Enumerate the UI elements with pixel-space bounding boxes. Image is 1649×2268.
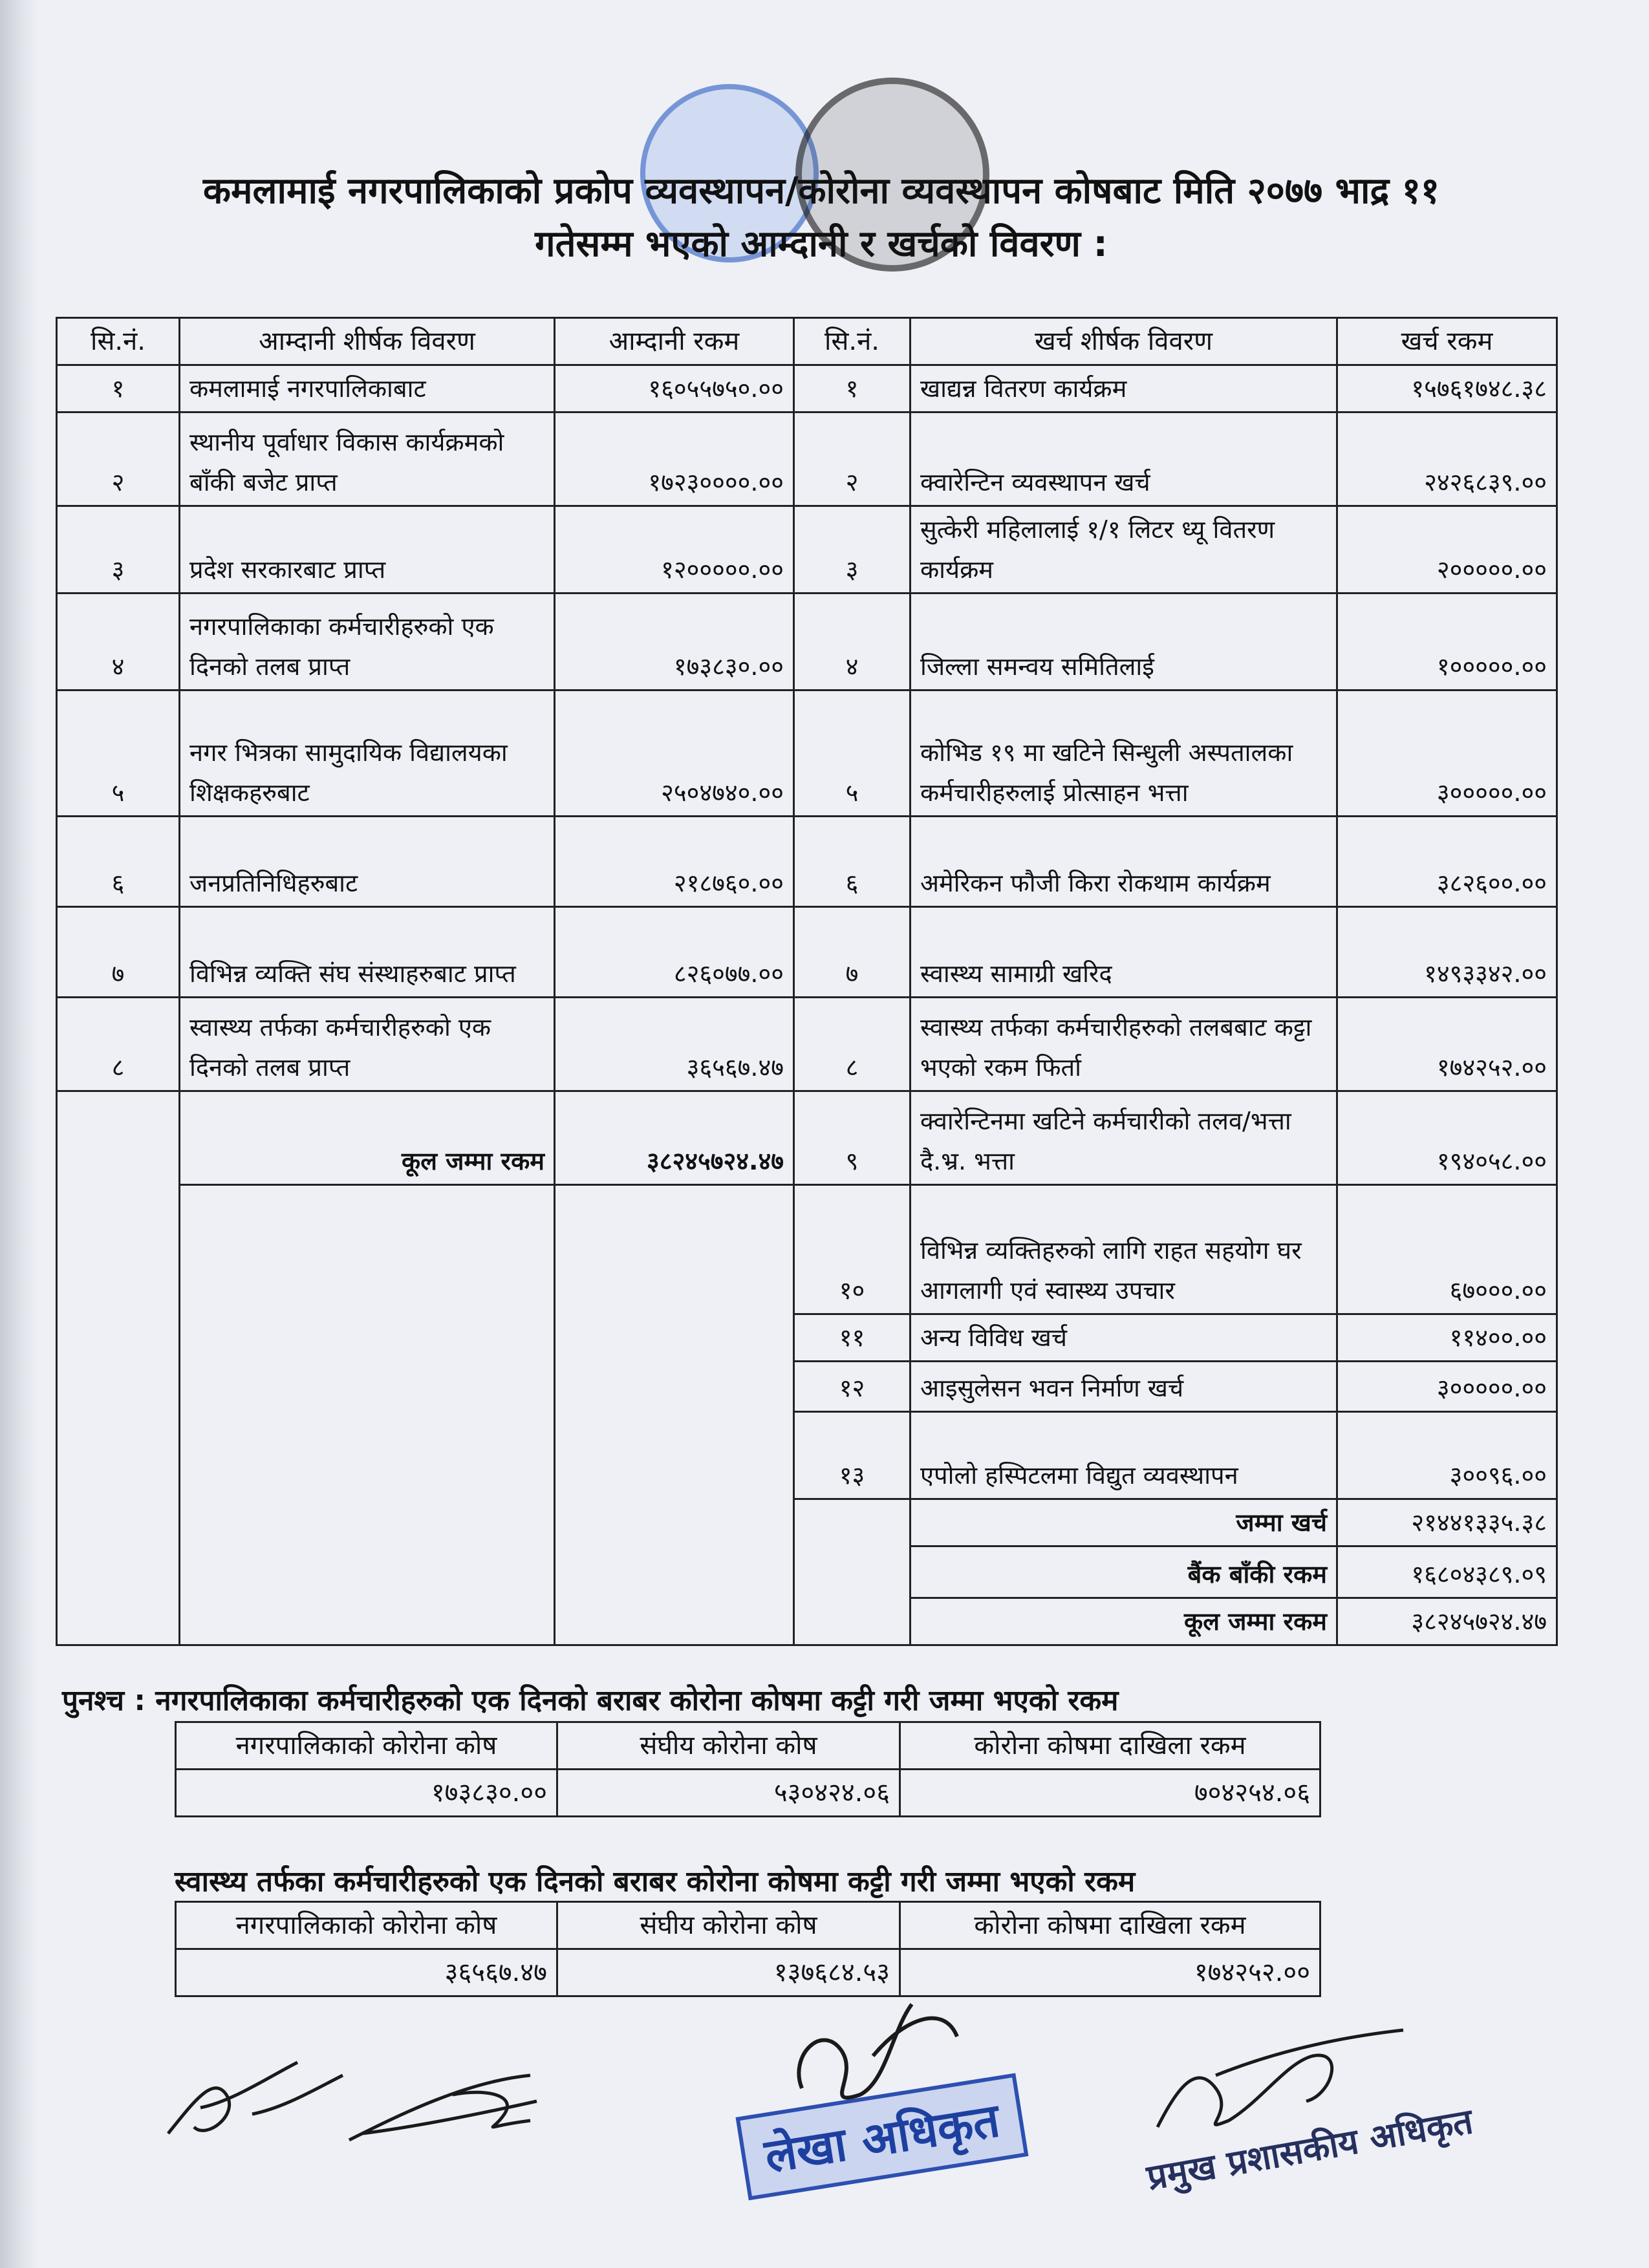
header-sn-expense: सि.नं. [794, 318, 911, 365]
expense-sn: ८ [794, 998, 911, 1091]
expense-desc: क्वारेन्टिनमा खटिने कर्मचारीको तलव/भत्ता दै.भ्र. भत्ता [911, 1091, 1337, 1185]
expense-desc: क्वारेन्टिन व्यवस्थापन खर्च [911, 412, 1337, 506]
expense-amount: ३०००००.०० [1337, 690, 1557, 817]
income-total-label: कूल जम्मा रकम [180, 1091, 555, 1185]
document-title [110, 165, 1533, 271]
income-amount: १६०५५७५०.०० [555, 365, 794, 412]
empty-cell [794, 1598, 911, 1645]
summary-label: जम्मा खर्च [911, 1499, 1337, 1546]
signature-2 [336, 2056, 550, 2153]
expense-amount: १५७६१७४८.३८ [1337, 365, 1557, 412]
signature-1 [155, 2037, 349, 2153]
empty-cell [57, 1546, 180, 1598]
summary-amount: २१४४१३३५.३८ [1337, 1499, 1557, 1546]
income-desc: कमलामाई नगरपालिकाबाट [180, 365, 555, 412]
empty-cell [57, 1314, 180, 1362]
income-sn: ६ [57, 817, 180, 907]
empty-cell [180, 1412, 555, 1499]
header-sn-income: सि.नं. [57, 318, 180, 365]
expense-desc: अन्य विविध खर्च [911, 1314, 1337, 1362]
empty-cell [57, 1598, 180, 1645]
expense-desc: जिल्ला समन्वय समितिलाई [911, 594, 1337, 690]
header-deposit-amount: कोरोना कोषमा दाखिला रकम [900, 1902, 1320, 1949]
expense-sn: ११ [794, 1314, 911, 1362]
empty-cell [794, 1546, 911, 1598]
table-row [57, 412, 1557, 506]
expense-desc: अमेरिकन फौजी किरा रोकथाम कार्यक्रम [911, 817, 1337, 907]
table-row [57, 365, 1557, 412]
health-staff-fund-table [175, 1901, 1321, 1997]
expense-sn: १ [794, 365, 911, 412]
summary-row [57, 1546, 1557, 1598]
expense-sn: १० [794, 1185, 911, 1314]
expense-sn: ३ [794, 506, 911, 594]
empty-cell [180, 1598, 555, 1645]
title-line-2: गतेसम्म भएको आम्दानी र खर्चको विवरण : [535, 223, 1108, 265]
expense-amount: १७४२५२.०० [1337, 998, 1557, 1091]
income-desc: जनप्रतिनिधिहरुबाट [180, 817, 555, 907]
expense-sn: १२ [794, 1362, 911, 1412]
income-sn: ३ [57, 506, 180, 594]
income-sn: ८ [57, 998, 180, 1091]
income-desc: विभिन्न व्यक्ति संघ संस्थाहरुबाट प्राप्त [180, 907, 555, 998]
expense-sn: ७ [794, 907, 911, 998]
expense-desc: आइसुलेसन भवन निर्माण खर्च [911, 1362, 1337, 1412]
expense-amount: २४२६८३९.०० [1337, 412, 1557, 506]
staff-fund-table [175, 1721, 1321, 1817]
income-amount: २५०४७४०.०० [555, 690, 794, 817]
summary-amount: १६८०४३८९.०९ [1337, 1546, 1557, 1598]
income-amount: १७२३००००.०० [555, 412, 794, 506]
table-header-row [176, 1722, 1320, 1770]
income-desc: नगरपालिकाका कर्मचारीहरुको एक दिनको तलब प्राप्त [180, 594, 555, 690]
expense-sn: ६ [794, 817, 911, 907]
empty-cell [555, 1499, 794, 1546]
income-sn: १ [57, 365, 180, 412]
table-row [57, 1314, 1557, 1362]
income-sn: २ [57, 412, 180, 506]
title-line-1: कमलामाई नगरपालिकाको प्रकोप व्यवस्थापन/कोरोना व्यवस्थापन कोषबाट मिति २०७७ भाद्र ११ [203, 170, 1439, 212]
summary-row [57, 1598, 1557, 1645]
expense-desc: खाद्यन्न वितरण कार्यक्रम [911, 365, 1337, 412]
table-row [57, 594, 1557, 690]
header-income-desc: आम्दानी शीर्षक विवरण [180, 318, 555, 365]
municipal-fund-amount: ३६५६७.४७ [176, 1949, 557, 1996]
expense-sn: ५ [794, 690, 911, 817]
empty-cell [555, 1362, 794, 1412]
federal-fund-amount: ५३०४२४.०६ [557, 1770, 900, 1817]
summary-amount: ३८२४५७२४.४७ [1337, 1598, 1557, 1645]
expense-amount: १९४०५८.०० [1337, 1091, 1557, 1185]
empty-cell [555, 1314, 794, 1362]
postscript-note-1: पुनश्च : नगरपालिकाका कर्मचारीहरुको एक दिनको बराबर कोरोना कोषमा कट्टी गरी जम्मा भएको रकम [62, 1684, 1119, 1717]
empty-cell [57, 1362, 180, 1412]
header-expense-amount: खर्च रकम [1337, 318, 1557, 365]
table-row [176, 1770, 1320, 1817]
expense-amount: ३००९६.०० [1337, 1412, 1557, 1499]
empty-cell [57, 1185, 180, 1314]
expense-desc: स्वास्थ्य सामाग्री खरिद [911, 907, 1337, 998]
income-desc: नगर भित्रका सामुदायिक विद्यालयका शिक्षकहरुबाट [180, 690, 555, 817]
table-row [57, 907, 1557, 998]
expense-sn: ९ [794, 1091, 911, 1185]
table-row [57, 1362, 1557, 1412]
federal-fund-amount: १३७६८४.५३ [557, 1949, 900, 1996]
expense-amount: ६७०००.०० [1337, 1185, 1557, 1314]
summary-label: बैंक बाँकी रकम [911, 1546, 1337, 1598]
expense-amount: ३८२६००.०० [1337, 817, 1557, 907]
empty-cell [555, 1185, 794, 1314]
table-row [57, 1185, 1557, 1314]
income-amount: १२०००००.०० [555, 506, 794, 594]
income-desc: स्वास्थ्य तर्फका कर्मचारीहरुको एक दिनको तलब प्राप्त [180, 998, 555, 1091]
expense-amount: ३०००००.०० [1337, 1362, 1557, 1412]
empty-cell [555, 1412, 794, 1499]
income-sn: ४ [57, 594, 180, 690]
empty-cell [180, 1314, 555, 1362]
summary-row [57, 1499, 1557, 1546]
empty-cell [57, 1091, 180, 1185]
income-amount: ३६५६७.४७ [555, 998, 794, 1091]
table-row [57, 1412, 1557, 1499]
expense-sn: १३ [794, 1412, 911, 1499]
expense-desc: कोभिड १९ मा खटिने सिन्धुली अस्पतालका कर्मचारीहरुलाई प्रोत्साहन भत्ता [911, 690, 1337, 817]
table-row [57, 506, 1557, 594]
expense-desc: स्वास्थ्य तर्फका कर्मचारीहरुको तलबबाट कट्टा भएको रकम फिर्ता [911, 998, 1337, 1091]
table-row [57, 690, 1557, 817]
header-deposit-amount: कोरोना कोषमा दाखिला रकम [900, 1722, 1320, 1770]
expense-amount: १०००००.०० [1337, 594, 1557, 690]
header-federal-fund: संघीय कोरोना कोष [557, 1902, 900, 1949]
table-row [57, 817, 1557, 907]
income-desc: प्रदेश सरकारबाट प्राप्त [180, 506, 555, 594]
income-sn: ७ [57, 907, 180, 998]
summary-label: कूल जम्मा रकम [911, 1598, 1337, 1645]
table-header-row [176, 1902, 1320, 1949]
header-federal-fund: संघीय कोरोना कोष [557, 1722, 900, 1770]
empty-cell [57, 1499, 180, 1546]
income-total-amount: ३८२४५७२४.४७ [555, 1091, 794, 1185]
empty-cell [794, 1499, 911, 1546]
deposit-amount: १७४२५२.०० [900, 1949, 1320, 1996]
header-municipal-fund: नगरपालिकाको कोरोना कोष [176, 1722, 557, 1770]
expense-desc: एपोलो हस्पिटलमा विद्युत व्यवस्थापन [911, 1412, 1337, 1499]
empty-cell [555, 1598, 794, 1645]
empty-cell [180, 1499, 555, 1546]
expense-amount: ११४००.०० [1337, 1314, 1557, 1362]
expense-desc: विभिन्न व्यक्तिहरुको लागि राहत सहयोग घर आगलागी एवं स्वास्थ्य उपचार [911, 1185, 1337, 1314]
income-sn: ५ [57, 690, 180, 817]
header-municipal-fund: नगरपालिकाको कोरोना कोष [176, 1902, 557, 1949]
header-income-amount: आम्दानी रकम [555, 318, 794, 365]
empty-cell [180, 1546, 555, 1598]
empty-cell [57, 1412, 180, 1499]
table-row [57, 1091, 1557, 1185]
income-amount: ८२६०७७.०० [555, 907, 794, 998]
postscript-note-2: स्वास्थ्य तर्फका कर्मचारीहरुको एक दिनको बराबर कोरोना कोषमा कट्टी गरी जम्मा भएको रकम [175, 1865, 1136, 1898]
municipal-fund-amount: १७३८३०.०० [176, 1770, 557, 1817]
table-row [176, 1949, 1320, 1996]
expense-amount: २०००००.०० [1337, 506, 1557, 594]
expense-amount: १४९३३४२.०० [1337, 907, 1557, 998]
expense-desc: सुत्केरी महिलालाई १/१ लिटर ध्यू वितरण कार्यक्रम [911, 506, 1337, 594]
expense-sn: ४ [794, 594, 911, 690]
table-header-row [57, 318, 1557, 365]
empty-cell [180, 1185, 555, 1314]
empty-cell [180, 1362, 555, 1412]
page-edge-shadow [0, 0, 39, 2268]
chief-admin-officer-stamp: प्रमुख प्रशासकीय अधिकृत [1143, 2101, 1476, 2198]
income-amount: २१८७६०.०० [555, 817, 794, 907]
deposit-amount: ७०४२५४.०६ [900, 1770, 1320, 1817]
expense-sn: २ [794, 412, 911, 506]
empty-cell [555, 1546, 794, 1598]
header-expense-desc: खर्च शीर्षक विवरण [911, 318, 1337, 365]
income-expense-table [56, 317, 1558, 1646]
table-row [57, 998, 1557, 1091]
accounts-officer-stamp: लेखा अधिकृत [736, 2073, 1029, 2201]
income-desc: स्थानीय पूर्वाधार विकास कार्यक्रमको बाँकी बजेट प्राप्त [180, 412, 555, 506]
income-amount: १७३८३०.०० [555, 594, 794, 690]
